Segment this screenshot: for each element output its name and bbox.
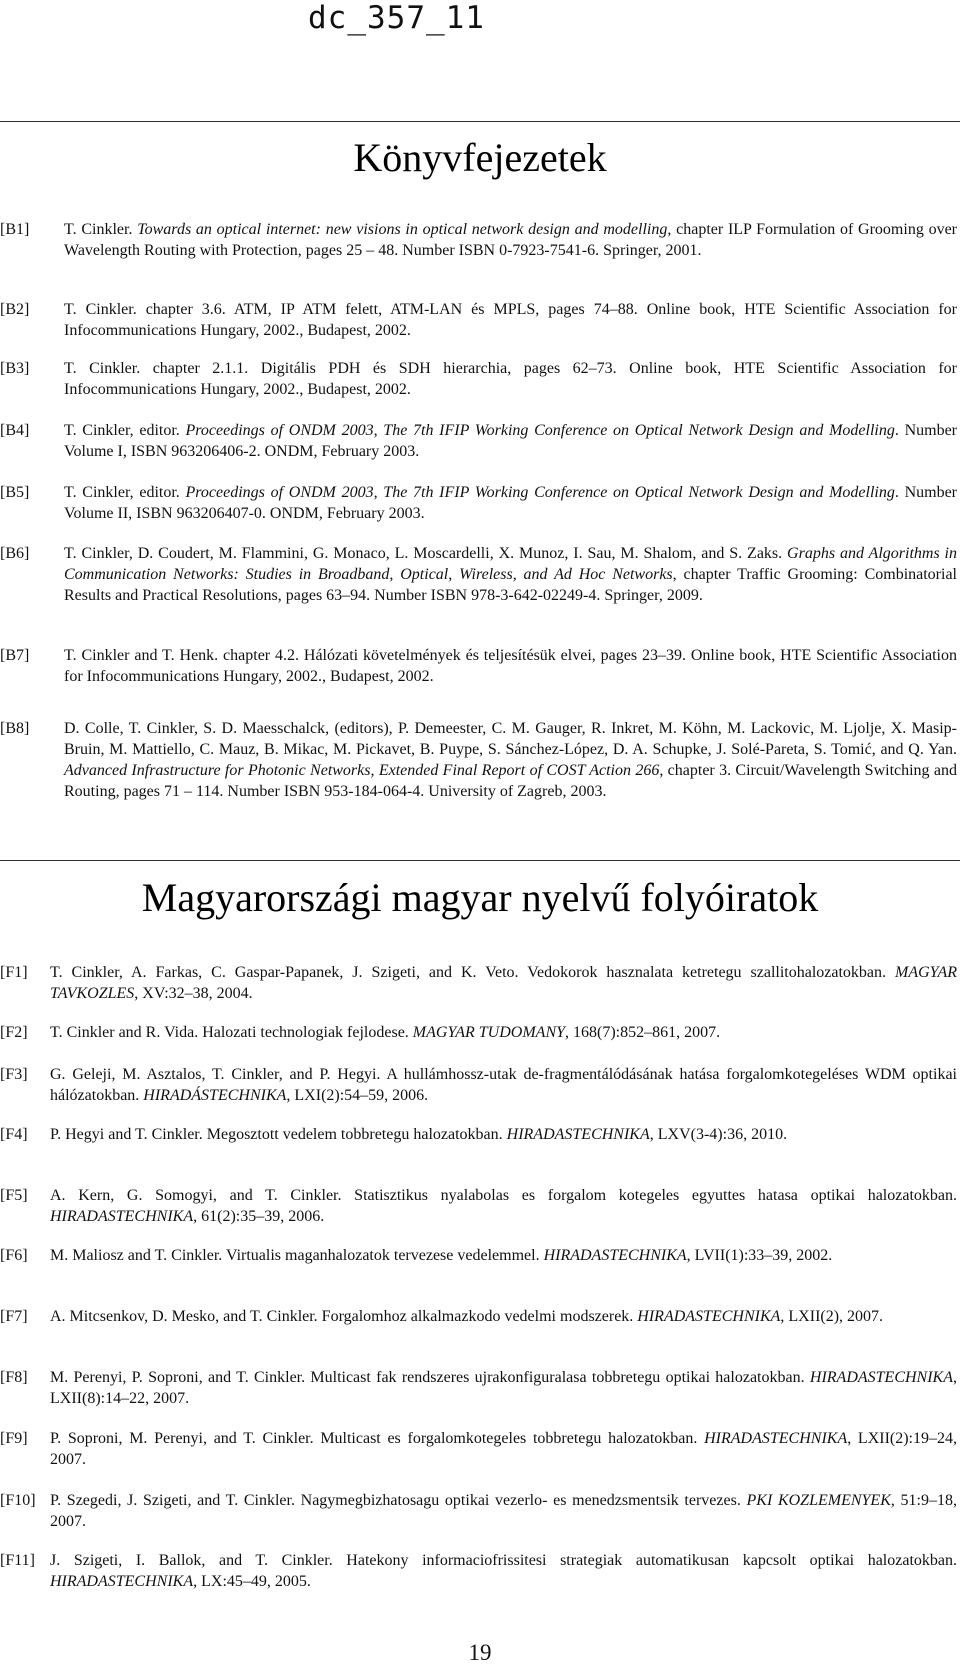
bib-entry-segment: . Number Volume I, ISBN 963206406-2. ONDM, February 2003. <box>64 422 957 460</box>
page-number: 19 <box>468 1640 492 1665</box>
bib-entry-title-italic: MAGYAR TAVKOZLES <box>50 964 957 1002</box>
bib-entry-segment: M. Perenyi, P. Soproni, and T. Cinkler. Multicast fak rendszeres ujrakonfiguralasa tobbretegu optikai halozatokban. <box>50 1369 810 1386</box>
bib-entry-text <box>64 420 957 462</box>
bib-entry-text <box>50 1185 957 1227</box>
bib-entry-label: [B4] <box>0 422 30 439</box>
bib-entry-title-italic: HIRADASTECHNIKA <box>50 1208 194 1225</box>
bib-entry-text <box>50 1367 957 1409</box>
bib-entry-segment: , 51:9–18, 2007. <box>50 1492 957 1530</box>
bib-entry-segment: , LXI(2):54–59, 2006. <box>286 1087 429 1104</box>
bib-entry-text <box>50 1124 957 1145</box>
bib-entry-label: [B1] <box>0 221 30 238</box>
bib-entry-text <box>64 219 957 261</box>
bib-entry-segment: P. Szegedi, J. Szigeti, and T. Cinkler. Nagymegbizhatosagu optikai vezerlo- es menedzsmentsik tervezes. <box>50 1492 747 1509</box>
bib-entry-title-italic: MAGYAR TUDOMANY <box>412 1024 566 1041</box>
bib-entry-label: [F10] <box>0 1492 36 1509</box>
bib-entry-label: [F3] <box>0 1066 28 1083</box>
bib-entry-title-italic: Graphs and Algorithms in Communication Networks: Studies in Broadband, Optical, Wireless, and Ad Hoc Networks <box>64 545 958 583</box>
bib-entry-segment: , LXII(2):19–24, 2007. <box>50 1430 958 1468</box>
bib-entry-segment: T. Cinkler, A. Farkas, C. Gaspar-Papanek, J. Szigeti, and K. Veto. Vedokorok hasznalata ketretegu szallitohalozatokban. <box>50 964 896 981</box>
bib-entry-segment: , LXV(3-4):36, 2010. <box>649 1126 788 1143</box>
bib-entry-label: [F1] <box>0 964 28 981</box>
bib-entry-label: [B6] <box>0 545 30 562</box>
bib-entry-segment: T. Cinkler and T. Henk. chapter 4.2. Hálózati követelmények és teljesítésük elvei, pages 23–39. Online book, HTE Scientific Association for Infocommunications Hungary, 2002., Budapest, 2002. <box>64 647 957 685</box>
bib-entry-title-italic: Towards an optical internet: new visions in optical network design and modelling <box>137 221 668 238</box>
bib-entry-segment: T. Cinkler. chapter 2.1.1. Digitális PDH és SDH hierarchia, pages 62–73. Online book, HTE Scientific Association for Infocommunications Hungary, 2002., Budapest, 2002. <box>64 360 957 398</box>
bib-entry-segment: , 61(2):35–39, 2006. <box>193 1208 325 1225</box>
bib-entry-label: [F6] <box>0 1247 28 1264</box>
bib-entry-label: [B5] <box>0 484 30 501</box>
bib-entry-segment: P. Soproni, M. Perenyi, and T. Cinkler. Multicast es forgalomkotegeles tobbretegu halozatokban. <box>50 1430 705 1447</box>
bib-entry-segment: M. Maliosz and T. Cinkler. Virtualis maganhalozatok tervezese vedelemmel. <box>50 1247 544 1264</box>
page-header-code: dc_357_11 <box>308 0 485 36</box>
bib-entry-title-italic: HIRADÁSTECHNIKA <box>143 1087 287 1104</box>
bib-entry-text <box>64 358 957 400</box>
bib-entry-label: [F9] <box>0 1430 28 1447</box>
bib-entry-text <box>50 1022 957 1043</box>
bib-entry-segment: , 168(7):852–861, 2007. <box>565 1024 721 1041</box>
bib-entry-label: [F2] <box>0 1024 28 1041</box>
bib-entry-title-italic: HIRADASTECHNIKA <box>50 1573 194 1590</box>
section-title-book-chapters: Könyvfejezetek <box>353 135 607 180</box>
bib-entry-title-italic: Proceedings of ONDM 2003, The 7th IFIP Working Conference on Optical Network Design and Modelling <box>185 484 895 501</box>
bib-entry-label: [F4] <box>0 1126 28 1143</box>
bib-entry-segment: , LXII(2), 2007. <box>780 1308 884 1325</box>
bib-entry-segment: D. Colle, T. Cinkler, S. D. Maesschalck, (editors), P. Demeester, C. M. Gauger, R. Inkret, M. Köhn, M. Lackovic, M. Ljolje, X. Masip-Bruin, M. Mattiello, C. Mauz, B. Mikac, M. Pickavet, B. Puype, S. Sánchez-López, D. A. Schupke, J. Solé-Pareta, S. Tomić, and Q. Yan. <box>64 720 957 758</box>
bib-entry-text <box>64 543 957 606</box>
bib-entry-text <box>50 1245 957 1266</box>
bib-entry-segment: , XV:32–38, 2004. <box>134 985 253 1002</box>
bib-entry-text <box>50 962 957 1004</box>
bib-entry-text <box>50 1306 957 1327</box>
bib-entry-segment: A. Mitcsenkov, D. Mesko, and T. Cinkler. Forgalomhoz alkalmazkodo vedelmi modszerek. <box>50 1308 638 1325</box>
bib-entry-segment: J. Szigeti, I. Ballok, and T. Cinkler. Hatekony informaciofrissitesi strategiak automatikusan kapcsolt optikai halozatokban. <box>50 1552 957 1569</box>
bib-entry-title-italic: HIRADASTECHNIKA <box>809 1369 953 1386</box>
bib-entry-title-italic: HIRADASTECHNIKA <box>543 1247 687 1264</box>
bib-entry-segment: T. Cinkler, D. Coudert, M. Flammini, G. Monaco, L. Moscardelli, X. Munoz, I. Sau, M. Shalom, and S. Zaks. <box>64 545 788 562</box>
bib-entry-segment: T. Cinkler. chapter 3.6. ATM, IP ATM felett, ATM-LAN és MPLS, pages 74–88. Online book, HTE Scientific Association for Infocommunications Hungary, 2002., Budapest, 2002. <box>64 301 957 339</box>
bib-entry-title-italic: HIRADASTECHNIKA <box>704 1430 848 1447</box>
bib-entry-title-italic: Proceedings of ONDM 2003, The 7th IFIP Working Conference on Optical Network Design and Modelling <box>185 422 895 439</box>
bib-entry-label: [B2] <box>0 301 30 318</box>
bib-entry-segment: , chapter ILP Formulation of Grooming over Wavelength Routing with Protection, pages 25 – 48. Number ISBN 0-7923-7541-6. Springer, 2001. <box>64 221 958 259</box>
bib-entry-text <box>64 645 957 687</box>
bib-entry-title-italic: HIRADASTECHNIKA <box>637 1308 781 1325</box>
bib-entry-segment: , chapter 3. Circuit/Wavelength Switching and Routing, pages 71 – 114. Number ISBN 953-184-064-4. University of Zagreb, 2003. <box>64 762 957 800</box>
section-title-hungarian-journals: Magyarországi magyar nyelvű folyóiratok <box>141 875 819 920</box>
bib-entry-text <box>50 1550 957 1592</box>
bib-entry-label: [F7] <box>0 1308 28 1325</box>
bib-entry-segment: A. Kern, G. Somogyi, and T. Cinkler. Statisztikus nyalabolas es forgalom kotegeles egyuttes hatasa optikai halozatokban. <box>50 1187 957 1204</box>
bib-entry-title-italic: HIRADASTECHNIKA <box>506 1126 650 1143</box>
bib-entry-title-italic: PKI KOZLEMENYEK <box>746 1492 891 1509</box>
bib-entry-segment: , LVII(1):33–39, 2002. <box>686 1247 833 1264</box>
bib-entry-text <box>64 482 957 524</box>
bib-entry-label: [F11] <box>0 1552 35 1569</box>
bib-entry-label: [B3] <box>0 360 30 377</box>
bib-entry-segment: G. Geleji, M. Asztalos, T. Cinkler, and P. Hegyi. A hullámhossz-utak de-fragmentálódásának hatása forgalomkotegeléses WDM optikai hálózatokban. <box>50 1066 957 1104</box>
bib-entry-label: [B7] <box>0 647 30 664</box>
bib-entry-segment: T. Cinkler and R. Vida. Halozati technologiak fejlodese. <box>50 1024 413 1041</box>
bib-entry-label: [F8] <box>0 1369 28 1386</box>
bib-entry-text <box>50 1064 957 1106</box>
bib-entry-title-italic: Advanced Infrastructure for Photonic Networks, Extended Final Report of COST Action 266 <box>64 762 660 779</box>
bib-entry-segment: T. Cinkler, editor. <box>64 484 186 501</box>
bib-entry-text <box>64 718 957 802</box>
bib-entry-segment: , chapter Traffic Grooming: Combinatorial Results and Practical Resolutions, pages 63–94. Number ISBN 978-3-642-02249-4. Springer, 2009. <box>64 566 958 604</box>
bib-entry-segment: P. Hegyi and T. Cinkler. Megosztott vedelem tobbretegu halozatokban. <box>50 1126 507 1143</box>
bib-entry-label: [B8] <box>0 720 30 737</box>
bib-entry-text <box>64 299 957 341</box>
bib-entry-segment: T. Cinkler, editor. <box>64 422 186 439</box>
bib-entry-text <box>50 1428 957 1470</box>
bib-entry-segment: T. Cinkler. <box>64 221 138 238</box>
bib-entry-segment: , LX:45–49, 2005. <box>193 1573 311 1590</box>
bib-entry-text <box>50 1490 957 1532</box>
bib-entry-segment: , LXII(8):14–22, 2007. <box>50 1369 957 1407</box>
bib-entry-label: [F5] <box>0 1187 28 1204</box>
bib-entry-segment: . Number Volume II, ISBN 963206407-0. ONDM, February 2003. <box>64 484 957 522</box>
